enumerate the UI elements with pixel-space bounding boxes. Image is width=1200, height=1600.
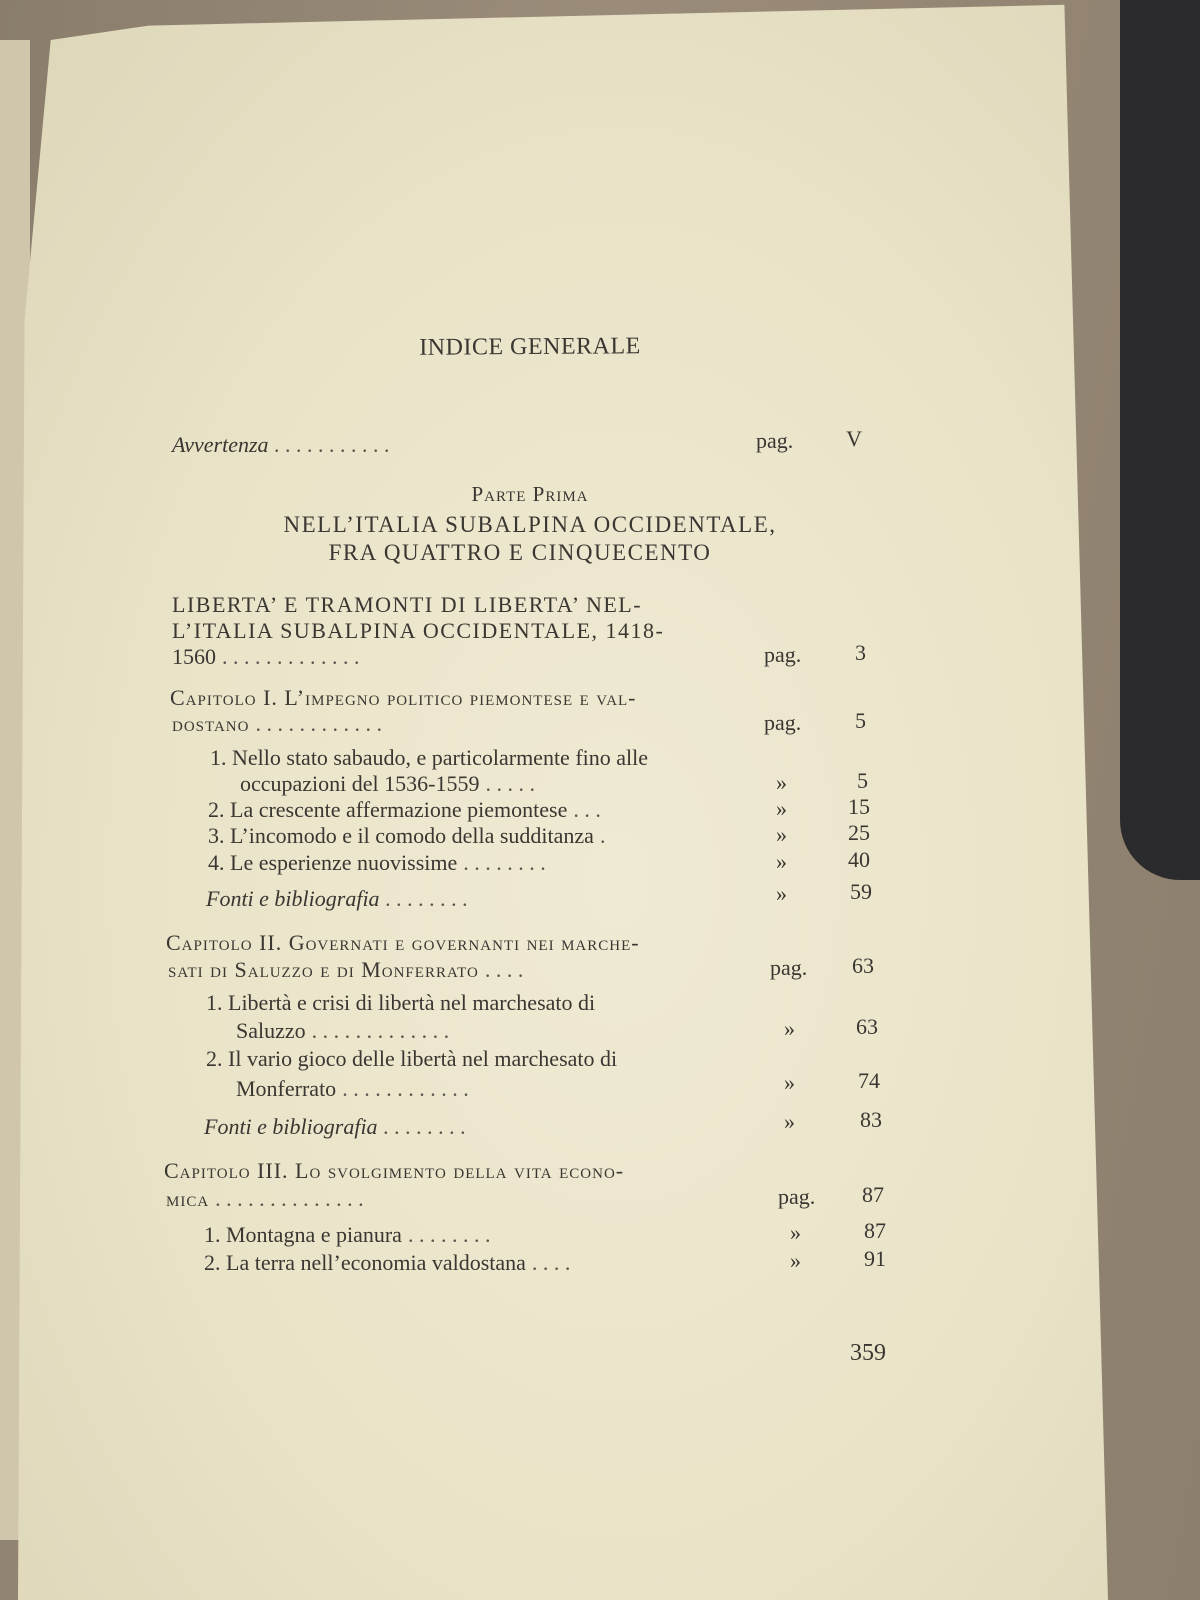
ditto-mark: » (776, 881, 787, 906)
page-ref: 91 (864, 1246, 886, 1271)
ditto-mark: » (784, 1109, 795, 1134)
chapter-heading-text: Capitolo I. L’impegno politico piemontese e val- (170, 685, 637, 710)
page-ref: 83 (860, 1107, 882, 1132)
ditto-mark: » (776, 849, 787, 874)
pag-label: pag. (770, 955, 808, 980)
page-ref: 5 (857, 768, 868, 793)
section-2-1-line1: 1. Libertà e crisi di libertà nel marchesato di (206, 990, 596, 1015)
toc-entry-fonti-1 (206, 886, 760, 912)
toc-entry-section-3-1 (204, 1222, 766, 1248)
toc-entry-section-3-2 (204, 1250, 766, 1276)
pag-label: pag. (778, 1184, 816, 1209)
leader-dots: . . . . . . . . . . . . . (311, 1018, 450, 1043)
leader-dots: . . . . . . . . (463, 850, 546, 875)
pag-label: pag. (764, 642, 802, 667)
entry-label: 1. Montagna e pianura (204, 1222, 402, 1247)
ditto-mark: » (776, 770, 787, 795)
toc-entry-avvertenza (172, 432, 732, 458)
entry-label: Monferrato (236, 1076, 337, 1101)
leader-dots: . (599, 823, 606, 848)
leader-dots: . . . . . (485, 771, 535, 796)
toc-entry-essay (172, 644, 752, 670)
entry-label: Avvertenza (172, 432, 269, 457)
leader-dots: . . . . . . . . . . . (274, 432, 391, 457)
entry-label: occupazioni del 1536-1559 (240, 771, 480, 796)
part-title-line2: FRA QUATTRO E CINQUECENTO (328, 540, 712, 565)
entry-label: mica (166, 1186, 210, 1211)
part-title-line1: NELL’ITALIA SUBALPINA OCCIDENTALE, (283, 512, 777, 537)
page-ref: 40 (848, 847, 870, 872)
page-ref: 5 (855, 708, 866, 733)
ditto-mark: » (784, 1070, 795, 1095)
page-ref: 15 (848, 794, 870, 819)
part-label: Parte Prima (471, 482, 589, 506)
ditto-mark: » (776, 822, 787, 847)
toc-entry-chapter-3 (166, 1186, 766, 1212)
page-ref: 87 (864, 1218, 886, 1243)
leader-dots: . . . . . . . . (407, 1222, 491, 1247)
page-ref: 3 (855, 640, 866, 665)
chapter-2-heading (166, 930, 640, 956)
toc-entry-section-2-2 (236, 1076, 760, 1102)
page-ref: 59 (850, 879, 872, 904)
entry-label: Saluzzo (236, 1018, 306, 1043)
section-1-1-line1: 1. Nello stato sabaudo, e particolarmente fino alle (210, 745, 649, 770)
toc-entry-chapter-1 (172, 711, 752, 737)
page-ref: V (846, 426, 862, 451)
chapter-heading-text: Capitolo II. Governati e governanti nei marche- (166, 930, 640, 955)
entry-label: 2. La crescente affermazione piemontese (208, 797, 568, 822)
page-title: INDICE GENERALE (419, 333, 641, 361)
entry-label: 1560 (172, 644, 216, 669)
ditto-mark: » (790, 1248, 801, 1273)
ditto-mark: » (784, 1016, 795, 1041)
entry-label: sati di Saluzzo e di Monferrato (168, 957, 479, 982)
toc-entry-fonti-2 (204, 1114, 760, 1140)
page-ref: 63 (856, 1014, 878, 1039)
entry-label: Fonti e bibliografia (204, 1114, 378, 1139)
leader-dots: . . . . . . . . . . . . . (222, 644, 360, 669)
entry-label: dostano (172, 711, 250, 736)
leader-dots: . . . . . . . . . . . . . . (215, 1186, 364, 1211)
page-ref: 63 (852, 953, 874, 978)
leader-dots: . . . . (484, 957, 524, 982)
leader-dots: . . . . . . . . (385, 886, 469, 911)
chapter-3-heading (164, 1158, 624, 1184)
toc-entry-section-1-3 (208, 823, 760, 849)
chapter-heading-text: Capitolo III. Lo svolgimento della vita econo- (164, 1158, 625, 1183)
entry-label: 2. La terra nell’economia valdostana (204, 1250, 526, 1275)
essay-line2: L’ITALIA SUBALPINA OCCIDENTALE, 1418- (172, 618, 665, 643)
page-ref: 74 (858, 1068, 880, 1093)
page-ref: 87 (862, 1182, 884, 1207)
leader-dots: . . . . (531, 1250, 571, 1275)
pag-label: pag. (764, 710, 802, 735)
leader-dots: . . . . . . . . . . . . (255, 711, 382, 736)
leader-dots: . . . (573, 797, 601, 822)
toc-entry-section-2-1 (236, 1018, 760, 1044)
essay-line1: LIBERTA’ E TRAMONTI DI LIBERTA’ NEL- (172, 592, 643, 617)
toc-entry-chapter-2 (168, 957, 758, 983)
toc-entry-section-1-2 (208, 797, 760, 823)
entry-label: Fonti e bibliografia (206, 886, 380, 911)
toc-entry-section-1-4 (208, 850, 760, 876)
leader-dots: . . . . . . . . (383, 1114, 467, 1139)
page-ref: 25 (848, 820, 870, 845)
ditto-mark: » (790, 1220, 801, 1245)
page-number: 359 (850, 1340, 886, 1366)
entry-label: 3. L’incomodo e il comodo della sudditanza (208, 823, 594, 848)
dark-object (1120, 0, 1200, 880)
toc-entry-section-1-1 (240, 771, 760, 797)
entry-label: 4. Le esperienze nuovissime (208, 850, 458, 875)
chapter-1-heading (170, 685, 637, 711)
pag-label: pag. (756, 428, 794, 453)
section-2-2-line1: 2. Il vario gioco delle libertà nel marchesato di (206, 1046, 618, 1071)
leader-dots: . . . . . . . . . . . . (342, 1076, 469, 1101)
ditto-mark: » (776, 796, 787, 821)
